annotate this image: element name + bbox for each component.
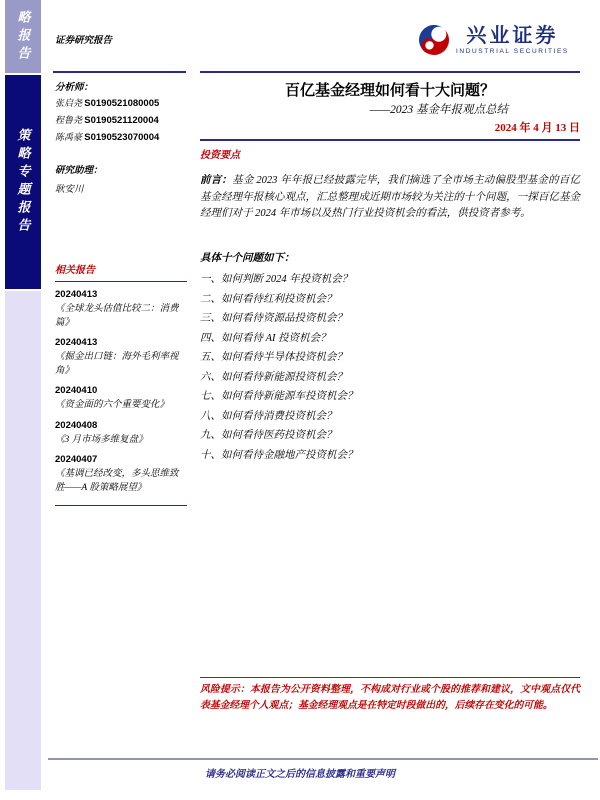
date-divider: [200, 139, 580, 141]
sidebar-tab-strategy-topic-report: [5, 75, 41, 289]
analysts-label: 分析师：: [55, 83, 94, 93]
question-item: 九、如何看待医药投资机会？: [200, 430, 337, 441]
brand-name-en: INDUSTRIAL SECURITIES: [456, 48, 569, 55]
analyst-name: 陈禹豪: [55, 132, 83, 142]
question-item: 五、如何看待半导体投资机会？: [200, 352, 347, 363]
preface-paragraph: [200, 173, 580, 223]
page-title: 百亿基金经理如何看十大问题？: [284, 83, 495, 99]
risk-warning: 风险提示：本报告为公开资料整理，不构成对行业或个股的推荐和建议，文中观点仅代表基金经理个人观点；基金经理观点是在特定时段做出的，后续存在变化的可能。: [200, 684, 580, 711]
analyst-code: S0190521080005: [84, 98, 160, 109]
assistant-name: 耿安川: [55, 185, 84, 195]
question-item: 十、如何看待金融地产投资机会？: [200, 449, 358, 461]
sidebar-strip: [5, 291, 41, 790]
footer-disclaimer: 请务必阅读正文之后的信息披露和重要声明: [205, 769, 395, 780]
report-date: 2024 年 4 月 13 日: [494, 122, 580, 134]
analyst-code: S0190521120004: [84, 115, 159, 126]
related-report-title: 《3 月市场多维复盘》: [55, 434, 148, 445]
questions-list: [200, 270, 580, 465]
analyst-row: [55, 131, 193, 144]
research-assistant-block: [55, 162, 193, 195]
question-item: 四、如何看待 AI 投资机会？: [200, 332, 331, 344]
brand-text-group: [456, 25, 569, 55]
related-report-date: 20240407: [55, 454, 98, 465]
related-report-title: 《掘金出口链：海外毛利率视角》: [55, 352, 179, 376]
analyst-name: 张启尧: [55, 98, 83, 108]
related-report-title: 《资金面的六个重要变化》: [55, 400, 170, 410]
related-reports-block: [55, 261, 187, 506]
questions-list-label: 具体十个问题如下：: [200, 253, 295, 264]
related-report-date: 20240413: [55, 289, 98, 300]
sidebar-tab-top-label: 略报告: [15, 9, 31, 64]
related-reports-bottom-divider: [55, 505, 187, 506]
related-report-date: 20240410: [55, 385, 98, 396]
footer-divider: [48, 758, 598, 760]
sidebar-tab-main-label: 策略专题报告: [15, 128, 31, 236]
preface-label: 前言：: [200, 175, 233, 186]
report-type-label: 证券研究报告: [55, 36, 113, 46]
brand-logo: [418, 24, 569, 56]
question-item: 一、如何判断 2024 年投资机会？: [200, 274, 353, 285]
investment-highlights-label: 投资要点: [200, 150, 240, 161]
question-item: 八、如何看待消费投资机会？: [200, 410, 337, 422]
analyst-code: S0190523070004: [84, 132, 160, 143]
sidebar-tab-strategy-report: [5, 0, 41, 73]
related-report-title: 《基调已经改变，多头思维致胜——A 股策略展望》: [55, 469, 179, 493]
risk-section-divider: [200, 677, 580, 678]
related-report-title: 《全球龙头估值比较二：消费篇》: [55, 304, 179, 328]
analyst-row: [55, 97, 193, 110]
question-item: 三、如何看待资源品投资机会？: [200, 313, 347, 324]
question-item: 六、如何看待新能源投资机会？: [200, 371, 347, 383]
question-item: 七、如何看待新能源车投资机会？: [200, 391, 358, 402]
industrial-securities-logo-icon: [418, 24, 450, 56]
analyst-row: [55, 114, 193, 127]
analyst-block: [55, 79, 193, 144]
page-subtitle: ——2023 基金年报观点总结: [369, 104, 508, 116]
related-report-date: 20240408: [55, 419, 98, 431]
brand-name-cn: 兴业证券: [466, 25, 559, 47]
related-reports-divider: [55, 281, 187, 282]
analyst-section-divider: [53, 71, 186, 73]
header-divider: [200, 71, 580, 73]
question-item: 二、如何看待红利投资机会？: [200, 293, 337, 305]
assistant-label: 研究助理：: [55, 166, 103, 176]
related-reports-header: 相关报告: [55, 265, 95, 276]
analyst-name: 程鲁尧: [55, 115, 83, 125]
preface-text: 基金 2023 年年报已经披露完毕，我们摘选了全市场主动偏股型基金的百亿基金经理年报核心观点，汇总整理成近期市场较为关注的十个问题，一探百亿基金经理们对于 2024 年市场以及热门行业投资机会的看法，供投资者参考。: [200, 175, 580, 219]
related-report-date: 20240413: [55, 337, 98, 348]
